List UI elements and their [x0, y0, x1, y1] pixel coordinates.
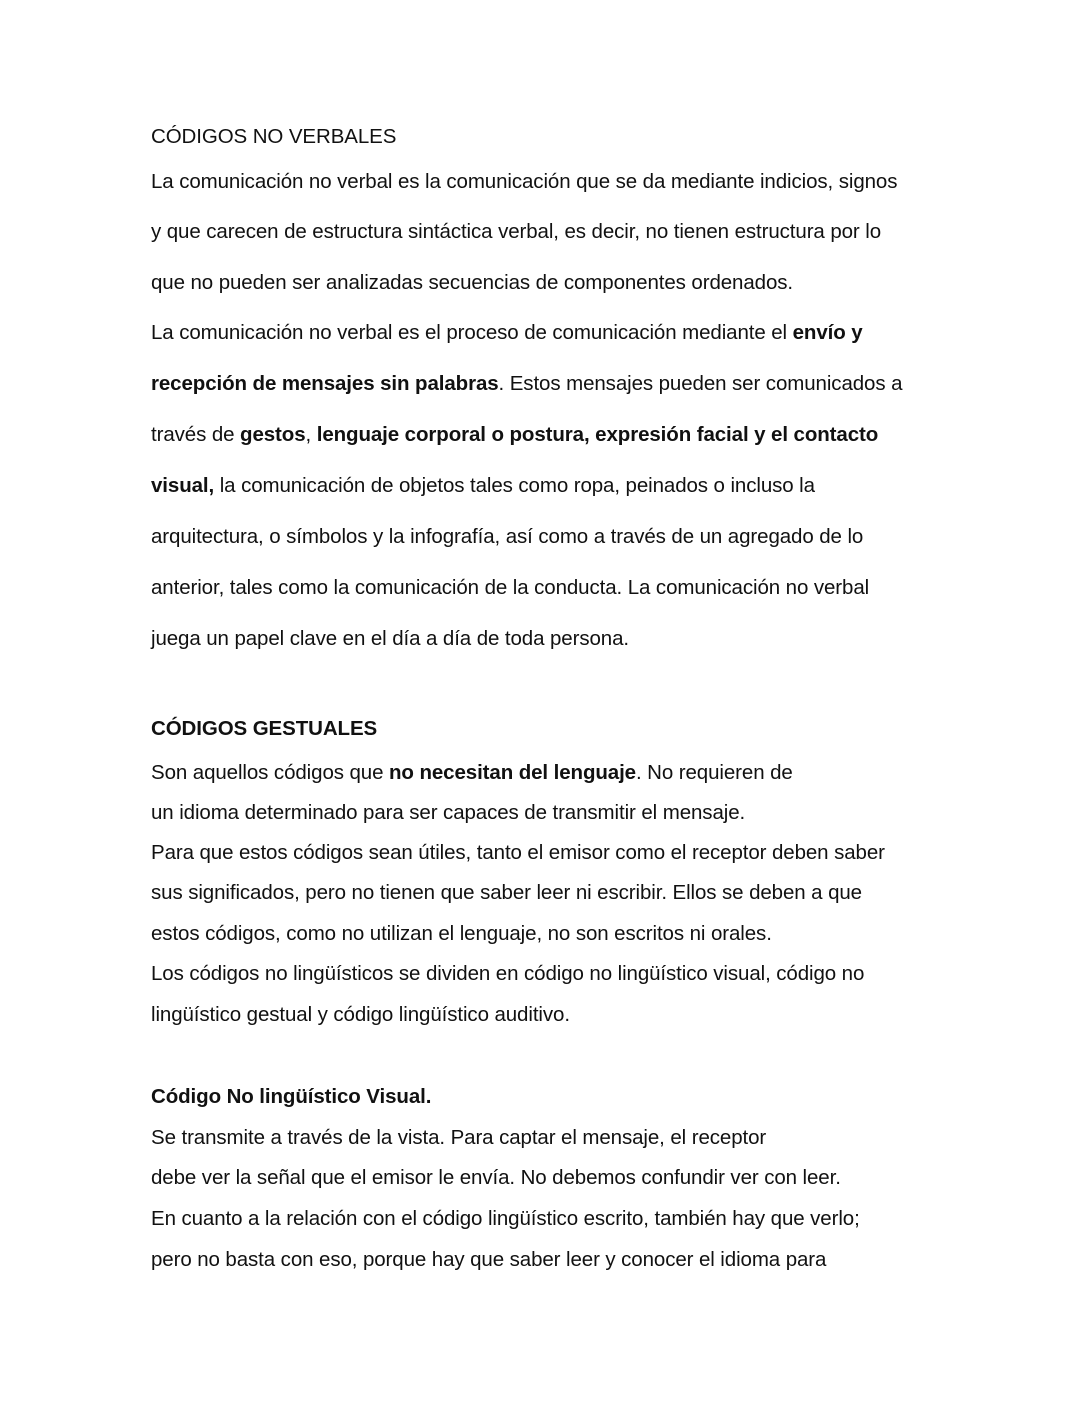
text-line	[151, 1206, 860, 1232]
bold-text-run: recepción de mensajes sin palabras	[151, 372, 499, 395]
text-line	[151, 1002, 570, 1028]
text-line	[151, 169, 897, 195]
text-run: ,	[305, 423, 317, 446]
text-run: través de	[151, 423, 241, 446]
text-run: La comunicación no verbal es la comunicación que se da mediante indicios, signos	[151, 170, 898, 193]
text-run: pero no basta con eso, porque hay que saber leer y conocer el idioma para	[151, 1248, 827, 1271]
text-line	[151, 800, 745, 826]
text-run: En cuanto a la relación con el código lingüístico escrito, también hay que verlo;	[151, 1207, 860, 1230]
text-line	[151, 1247, 826, 1273]
section-heading-codigos-no-verbales	[151, 124, 396, 150]
text-run: estos códigos, como no utilizan el lenguaje, no son escritos ni orales.	[151, 922, 772, 945]
text-line	[151, 840, 885, 866]
bold-text-run: lenguaje corporal o postura, expresión facial y el contacto	[316, 423, 879, 446]
text-line	[151, 961, 864, 987]
bold-text-run: envío y	[792, 321, 863, 344]
text-run: la comunicación de objetos tales como ropa, peinados o incluso la	[214, 474, 815, 497]
heading-text: CÓDIGOS GESTUALES	[151, 717, 378, 740]
text-run: . Estos mensajes pueden ser comunicados a	[498, 372, 903, 395]
section-heading-codigo-visual	[151, 1084, 431, 1110]
section-heading-codigos-gestuales	[151, 716, 377, 742]
heading-text: CÓDIGOS NO VERBALES	[151, 125, 397, 148]
text-run: lingüístico gestual y código lingüístico auditivo.	[151, 1003, 570, 1026]
text-line	[151, 473, 815, 499]
text-run: arquitectura, o símbolos y la infografía, así como a través de un agregado de lo	[151, 525, 864, 548]
text-run: Los códigos no lingüísticos se dividen en código no lingüístico visual, código no	[151, 962, 865, 985]
text-run: Se transmite a través de la vista. Para captar el mensaje, el receptor	[151, 1126, 767, 1149]
text-line	[151, 320, 863, 346]
text-line	[151, 921, 772, 947]
heading-text: Código No lingüístico Visual.	[151, 1085, 432, 1108]
text-line	[151, 626, 629, 652]
text-run: debe ver la señal que el emisor le envía. No debemos confundir ver con leer.	[151, 1166, 841, 1189]
text-line	[151, 524, 863, 550]
bold-text-run: gestos	[240, 423, 306, 446]
text-line	[151, 219, 881, 245]
text-run: Para que estos códigos sean útiles, tanto el emisor como el receptor deben saber	[151, 841, 885, 864]
bold-text-run: no necesitan del lenguaje	[389, 761, 636, 784]
text-run: . No requieren de	[635, 761, 793, 784]
text-run: La comunicación no verbal es el proceso de comunicación mediante el	[151, 321, 793, 344]
text-line	[151, 422, 878, 448]
text-line	[151, 1165, 841, 1191]
text-run: anterior, tales como la comunicación de la conducta. La comunicación no verbal	[151, 576, 870, 599]
text-line	[151, 575, 869, 601]
text-line	[151, 760, 793, 786]
text-run: que no pueden ser analizadas secuencias de componentes ordenados.	[151, 271, 793, 294]
bold-text-run: visual,	[151, 474, 215, 497]
text-run: sus significados, pero no tienen que saber leer ni escribir. Ellos se deben a que	[151, 881, 862, 904]
text-line	[151, 371, 902, 397]
text-run: juega un papel clave en el día a día de toda persona.	[151, 627, 629, 650]
text-line	[151, 1125, 766, 1151]
text-run: y que carecen de estructura sintáctica verbal, es decir, no tienen estructura por lo	[151, 220, 882, 243]
text-line	[151, 270, 793, 296]
text-line	[151, 880, 862, 906]
text-run: un idioma determinado para ser capaces de transmitir el mensaje.	[151, 801, 746, 824]
text-run: Son aquellos códigos que	[151, 761, 389, 784]
